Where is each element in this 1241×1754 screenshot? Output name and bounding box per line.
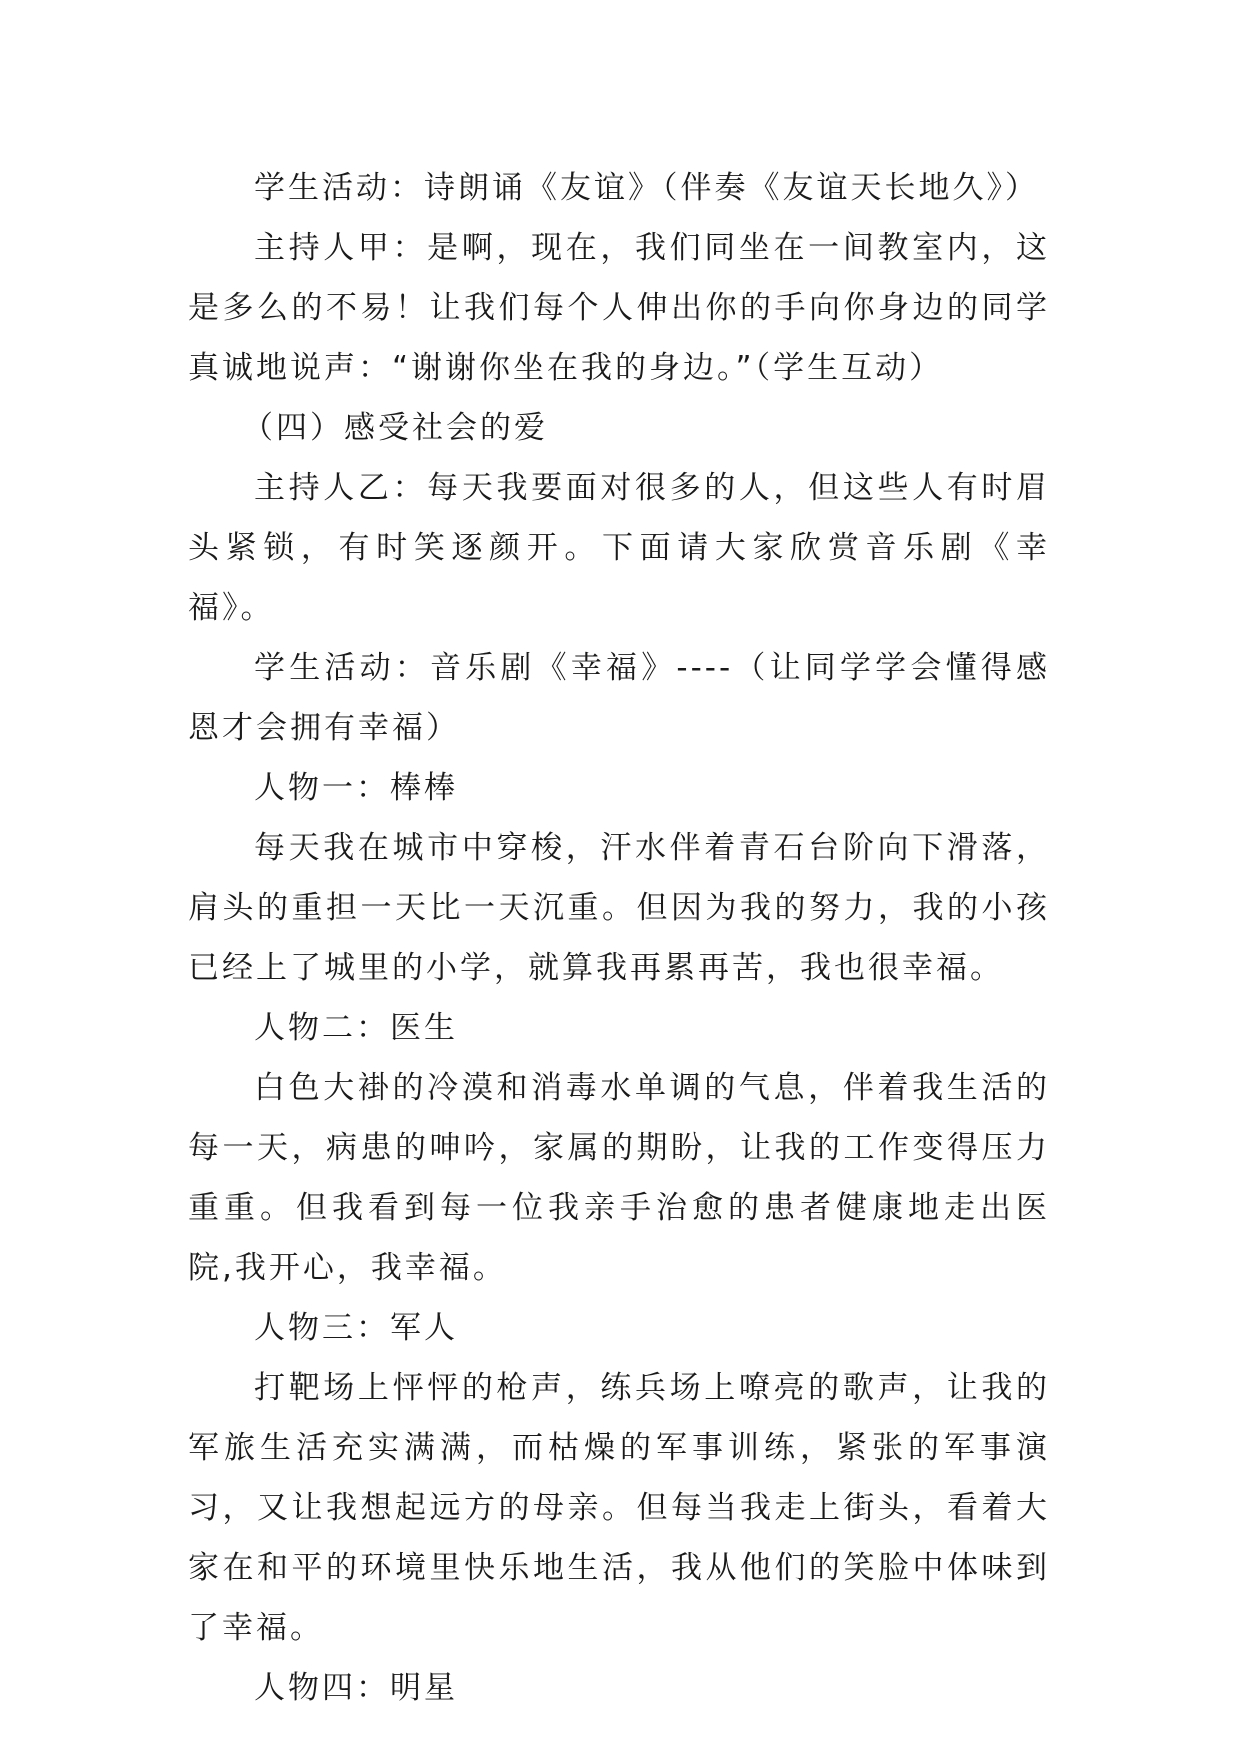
paragraph-host-a: 主持人甲：是啊，现在，我们同坐在一间教室内，这是多么的不易！让我们每个人伸出你的手向你身边的同学真诚地说声：“谢谢你坐在我的身边。”（学生互动） (188, 230, 1050, 386)
character-heading-3: 人物三：军人 (254, 1310, 458, 1346)
paragraph-student-activity-poem: 学生活动：诗朗诵《友谊》（伴奏《友谊天长地久》） (254, 170, 1039, 206)
character-heading-2: 人物二：医生 (254, 1010, 458, 1046)
character-heading-4: 人物四：明星 (254, 1670, 458, 1706)
section-heading-society-love: （四）感受社会的爱 (242, 410, 548, 446)
paragraph-character-3: 打靶场上怦怦的枪声，练兵场上嘹亮的歌声，让我的军旅生活充实满满，而枯燥的军事训练，紧张的军事演习，又让我想起远方的母亲。但每当我走上街头，看着大家在和平的环境里快乐地生活，我从他们的笑脸中体味到了幸福。 (188, 1370, 1050, 1646)
document-body (188, 158, 1050, 1718)
paragraph-character-2: 白色大褂的冷漠和消毒水单调的气息，伴着我生活的每一天，病患的呻吟，家属的期盼，让我的工作变得压力重重。但我看到每一位我亲手治愈的患者健康地走出医院,我开心，我幸福。 (188, 1070, 1050, 1286)
paragraph-host-b: 主持人乙：每天我要面对很多的人，但这些人有时眉头紧锁，有时笑逐颜开。下面请大家欣赏音乐剧《幸福》。 (188, 470, 1050, 626)
paragraph-character-1: 每天我在城市中穿梭，汗水伴着青石台阶向下滑落，肩头的重担一天比一天沉重。但因为我的努力，我的小孩已经上了城里的小学，就算我再累再苦，我也很幸福。 (188, 830, 1050, 986)
paragraph-student-activity-musical: 学生活动：音乐剧《幸福》----（让同学学会懂得感恩才会拥有幸福） (188, 650, 1050, 746)
character-heading-1: 人物一：棒棒 (254, 770, 458, 806)
